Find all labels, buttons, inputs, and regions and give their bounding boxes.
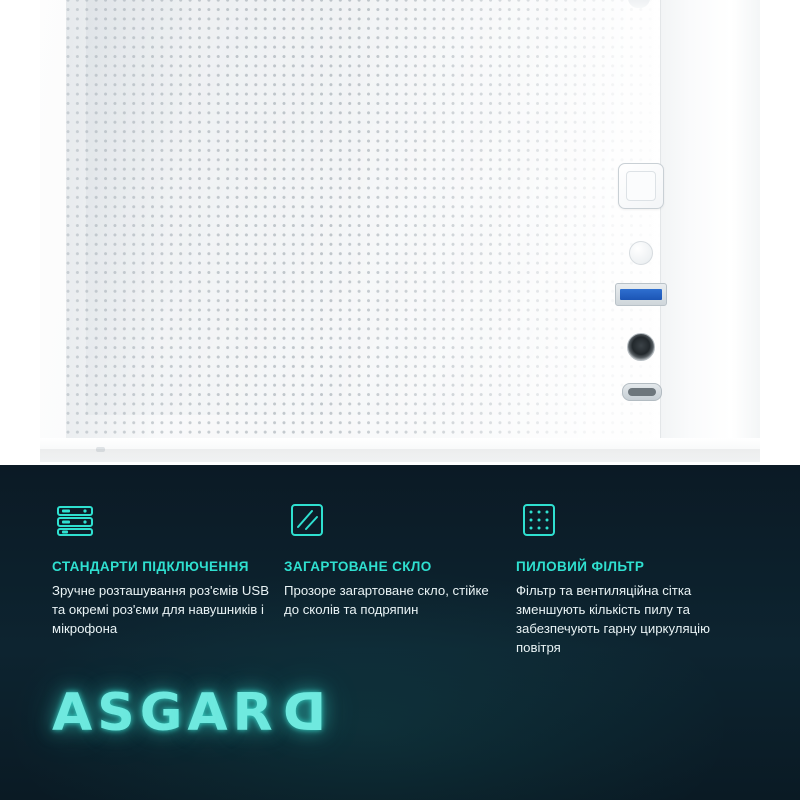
feature-title: ЗАГАРТОВАНЕ СКЛО <box>284 559 432 574</box>
brand-logo-text-d: D <box>277 683 326 743</box>
feature-description: Фільтр та вентиляційна сітка зменшують кількість пилу та забезпечують гарну циркуляцію повітря <box>516 583 710 655</box>
power-button[interactable] <box>618 163 664 209</box>
case-drop-shadow <box>38 449 762 463</box>
photo-right-margin <box>760 0 800 465</box>
tempered-glass-icon <box>284 497 330 543</box>
feature-item-dust-filter <box>516 497 738 657</box>
feature-item-tempered-glass <box>284 497 506 657</box>
feature-list <box>52 497 752 657</box>
feature-title: СТАНДАРТИ ПІДКЛЮЧЕННЯ <box>52 559 249 574</box>
features-panel <box>0 465 800 800</box>
usb-type-c-port[interactable] <box>622 383 662 401</box>
feature-description: Зручне розташування роз'ємів USB та окремі роз'єми для навушників і мікрофона <box>52 583 270 636</box>
connection-ports-icon <box>52 497 98 543</box>
brand-logo-text-g: G <box>139 683 188 743</box>
brand-logo <box>52 683 326 743</box>
brand-logo-text-a2: A <box>187 683 233 743</box>
dust-filter-icon <box>516 497 562 543</box>
io-panel <box>610 155 690 410</box>
brand-logo-text-r: R <box>232 683 278 743</box>
feature-description: Прозоре загартоване скло, стійке до сколів та подряпин <box>284 583 489 617</box>
audio-jack[interactable] <box>627 333 655 361</box>
photo-left-margin <box>0 0 40 465</box>
reset-button[interactable] <box>629 241 653 265</box>
feature-item-connection-standards <box>52 497 274 657</box>
usb3-port[interactable] <box>615 283 667 306</box>
feature-title: ПИЛОВИЙ ФІЛЬТР <box>516 559 645 574</box>
brand-logo-text-s: S <box>97 683 140 743</box>
brand-logo-text-a1: A <box>52 683 98 743</box>
